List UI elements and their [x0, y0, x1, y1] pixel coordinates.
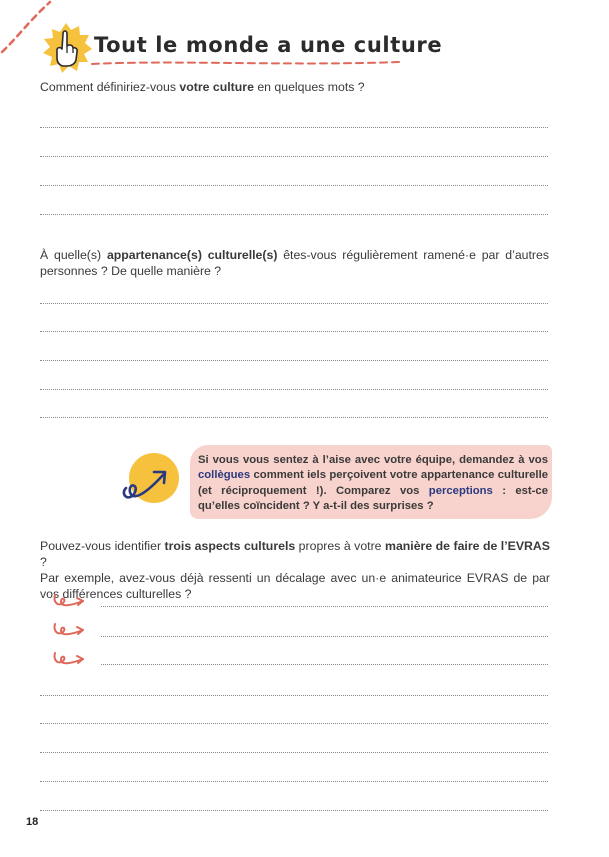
answer-line[interactable] — [40, 389, 548, 390]
tip-text: Si vous vous sentez à l’aise avec votre équipe, demandez à vos collègues comment iels perçoivent votre appartenance culturelle (et réciproquement !). Comparez vos perceptions : est-ce qu’elles coïncident ? Y a-t-il des surprises ? — [198, 454, 548, 512]
answer-line[interactable] — [40, 695, 548, 696]
arrow-badge-icon — [118, 452, 184, 508]
answer-line[interactable] — [40, 127, 548, 128]
answer-line[interactable] — [40, 156, 548, 157]
page-title: Tout le monde a une culture — [94, 33, 443, 57]
answer-line[interactable] — [40, 331, 548, 332]
answer-line[interactable] — [101, 606, 548, 607]
title-underline — [90, 58, 402, 68]
answer-line[interactable] — [101, 664, 548, 665]
answer-line[interactable] — [40, 214, 548, 215]
question-culture: Comment définiriez-vous votre culture en quelques mots ? — [40, 80, 365, 94]
curly-arrow-icon — [52, 621, 88, 639]
answer-line[interactable] — [40, 417, 548, 418]
curly-arrow-icon — [52, 592, 88, 610]
answer-line[interactable] — [40, 303, 548, 304]
answer-line[interactable] — [40, 360, 548, 361]
answer-line[interactable] — [40, 723, 548, 724]
answer-line[interactable] — [101, 636, 548, 637]
answer-line[interactable] — [40, 185, 548, 186]
page-number: 18 — [26, 816, 39, 828]
answer-line[interactable] — [40, 781, 548, 782]
answer-line[interactable] — [40, 752, 548, 753]
question-aspects: Pouvez-vous identifier trois aspects culturels propres à votre manière de faire de l’EVRAS ? Par exemple, avez-vous déjà ressenti un décalage avec un·e animateurice EVRAS de par vos différences culturelles ? — [40, 539, 550, 601]
pointing-hand-icon — [38, 20, 94, 76]
question-appartenance: À quelle(s) appartenance(s) culturelle(s) êtes-vous régulièrement ramené·e par d’autres personnes ? De quelle manière ? — [40, 248, 549, 278]
answer-line[interactable] — [40, 810, 548, 811]
curly-arrow-icon — [52, 650, 88, 668]
